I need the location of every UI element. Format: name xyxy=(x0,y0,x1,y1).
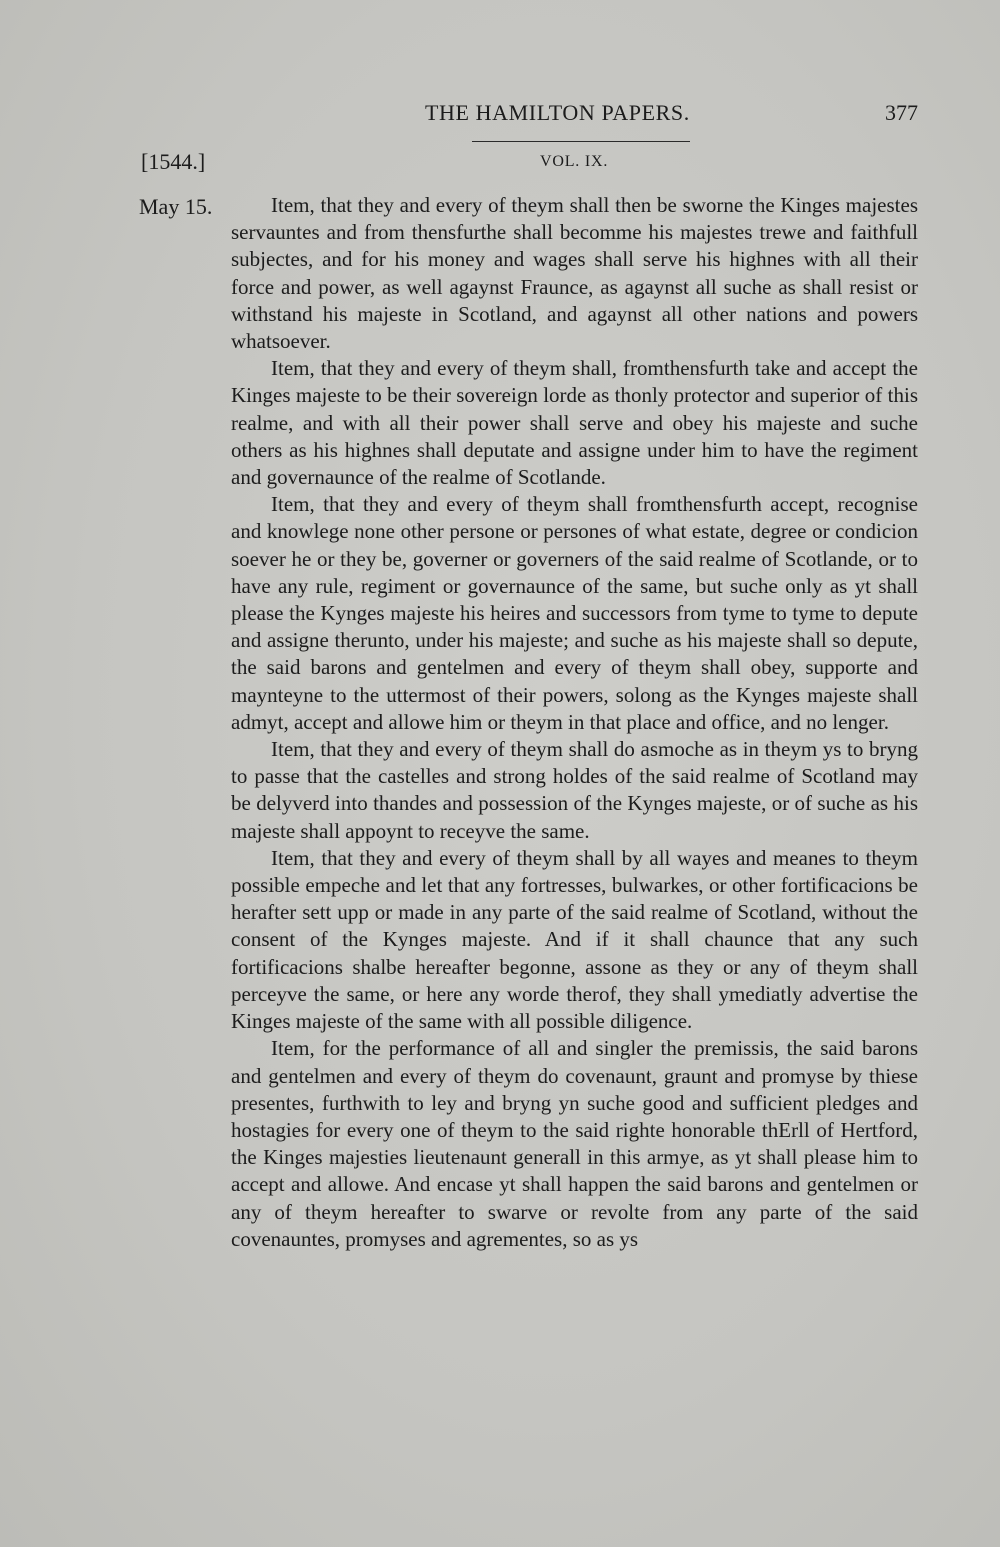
paragraph-4: Item, that they and every of theym shall do asmoche as in theym ys to bryng to passe that the castelles and strong holdes of the said realme of Scotland may be delyverd into thandes and possession of the Kynges majeste, or of suche as his majeste shall appoynt to receyve the same. xyxy=(231,737,918,843)
paragraph-3: Item, that they and every of theym shall fromthensfurth accept, recognise and knowlege none other persone or persones of what estate, degree or condicion soever he or they be, governer or governers of the said realme of Scotlande, or to have any rule, regiment or governaunce of the same, but suche only as yt shall please the Kynges majeste his heires and successors from tyme to tyme to depute and assigne therunto, under his majeste; and suche as his majeste shall so depute, the said barons and gentelmen and every of theym shall obey, supporte and maynteyne to the uttermost of their powers, solong as the Kynges majeste shall admyt, accept and allowe him or theym in that place and office, and no lenger. xyxy=(231,492,918,734)
body-text xyxy=(231,192,918,1253)
paragraph-1: Item, that they and every of theym shall then be sworne the Kinges majestes servauntes and from thensfurthe shall becomme his majestes trewe and faithfull subjectes, and for his money and wages shall serve his highnes with all their force and power, as well agaynst Fraunce, as agaynst all suche as shall resist or withstand his majeste in Scotland, and agaynst all other nations and powers whatsoever. xyxy=(231,193,918,354)
header-rule xyxy=(472,141,690,142)
volume-label: VOL. IX. xyxy=(540,153,609,170)
paragraph-6: Item, for the performance of all and singler the premissis, the said barons and gentelmen and every of theym do covenaunt, graunt and promyse by thiese presentes, furthwith to ley and bryng yn suche good and sufficient pledges and hostagies for every one of theym to the said righte honorable thErll of Hertford, the Kinges majesties lieutenaunt generall in this armye, as yt shall please him to accept and allowe. And encase yt shall happen the said barons and gentelmen or any of theym hereafter to swarve or revolte from any parte of the said covenauntes, promyses and agrementes, so as ys xyxy=(231,1036,918,1251)
year-margin-note: [1544.] xyxy=(141,149,206,174)
running-title: THE HAMILTON PAPERS. xyxy=(425,100,690,125)
paragraph-2: Item, that they and every of theym shall, fromthensfurth take and accept the Kinges majeste to be their sovereign lorde as thonly protector and superior of this realme, and with all their power shall serve and obey his majeste and suche others as his highnes shall deputate and assigne under him to have the regiment and governaunce of the realme of Scotlande. xyxy=(231,356,918,490)
date-margin-note: May 15. xyxy=(139,194,213,219)
paragraph-5: Item, that they and every of theym shall by all wayes and meanes to theym possible empeche and let that any fortresses, bulwarkes, or other fortificacions be herafter sett upp or made in any parte of the said realme of Scotland, without the consent of the Kynges majeste. And if it shall chaunce that any such fortificacions shalbe hereafter begonne, assone as they or any of theym shall perceyve the same, or here any worde therof, they shall ymediatly advertise the Kinges majeste of the same with all possible diligence. xyxy=(231,845,918,1034)
running-head xyxy=(0,100,1000,132)
page-number: 377 xyxy=(885,100,918,125)
